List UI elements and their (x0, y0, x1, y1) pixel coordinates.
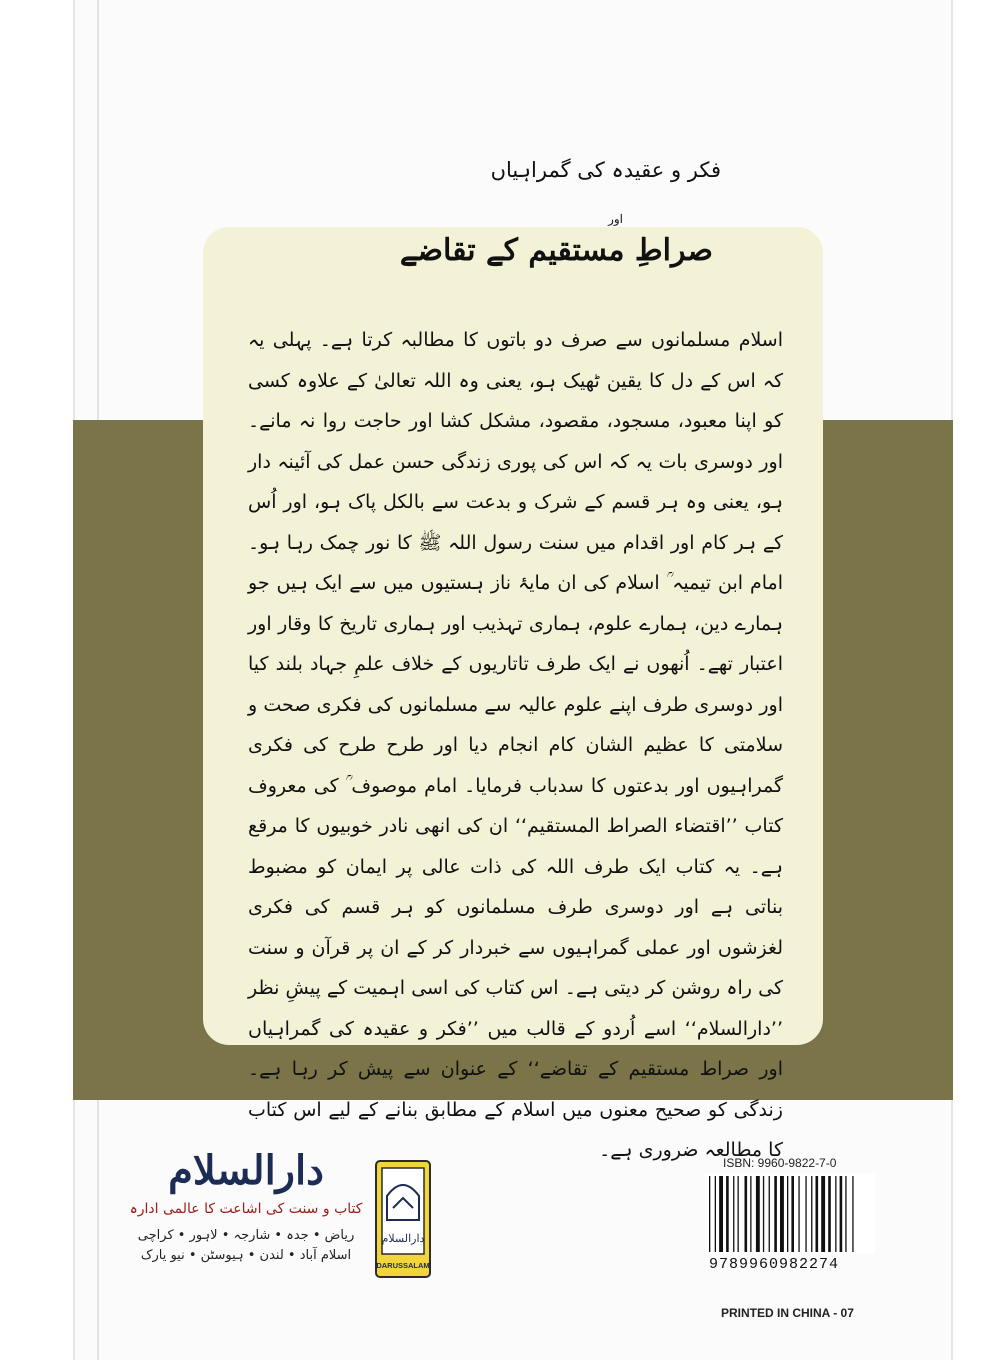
cities-line-1: ریاض • جدہ • شارجہ • لاہور • کراچی (137, 1228, 355, 1243)
barcode-bar (821, 1176, 825, 1252)
barcode-bar (845, 1176, 846, 1252)
book-back-cover (73, 0, 953, 1360)
barcode-bar (719, 1176, 723, 1252)
barcode-bar (780, 1176, 784, 1252)
barcode-bar (763, 1176, 764, 1252)
title-line-2: صراطِ مستقیم کے تقاضے (399, 233, 713, 268)
publisher-name: دارالسلام (168, 1147, 324, 1194)
barcode-bar (798, 1176, 799, 1252)
cities-line-2: اسلام آباد • لندن • ہیوسٹن • نیو یارک (140, 1248, 352, 1263)
barcode-bar (805, 1176, 806, 1252)
barcode-bar (791, 1176, 794, 1252)
publisher-cities (121, 1226, 371, 1266)
publisher-tagline: کتاب و سنت کی اشاعت کا عالمی ادارہ (129, 1201, 363, 1217)
barcode-number: 9789960982274 (709, 1256, 840, 1273)
blurb-paragraph: اسلام مسلمانوں سے صرف دو باتوں کا مطالبہ کرتا ہے۔ پہلی یہ کہ اس کے دل کا یقین ٹھیک ہو، یعنی وہ اللہ تعالیٰ کے علاوہ کسی کو اپنا معبود، مسجود، مقصود، مشکل کشا اور حاجت روا نہ مانے۔ اور دوسری بات یہ کہ اس کی پوری زندگی حسن عمل کی آئینہ دار ہو، یعنی وہ ہر قسم کے شرک و بدعت سے بالکل پاک ہو، اور اُس کے ہر کام اور اقدام میں سنت رسول اللہ ﷺ کا نور چمک رہا ہو۔ امام ابن تیمیہ ؒ اسلام کی ان مایۂ ناز ہستیوں میں سے ایک ہیں جو ہمارے دین، ہمارے علوم، ہماری تہذیب اور ہماری تاریخ کا وقار اور اعتبار تھے۔ اُنھوں نے ایک طرف تاتاریوں کے خلاف علمِ جہاد بلند کیا اور دوسری طرف اپنے علوم عالیہ سے مسلمانوں کی فکری صحت و سلامتی کا عظیم الشان کام انجام دیا اور طرح طرح کی فکری گمراہیوں اور بدعتوں کا سدباب فرمایا۔ امام موصوف ؒ کی معروف کتاب ’’اقتضاء الصراط المستقیم‘‘ ان کی انھی نادر خوبیوں کا مرقع ہے۔ یہ کتاب ایک طرف اللہ کی ذات عالی پر ایمان کو مضبوط بناتی ہے اور دوسری طرف مسلمانوں کو ہر قسم کی فکری لغزشوں اور عملی گمراہیوں سے خبردار کر کے ان پر قرآن و سنت کی راہ روشن کر دیتی ہے۔ اس کتاب کی اسی اہمیت کے پیشِ نظر ’’دارالسلام‘‘ اسے اُردو کے قالب میں ’’فکر و عقیدہ کی گمراہیاں اور صراط مستقیم کے تقاضے‘‘ کے عنوان سے پیش کر رہا ہے۔ زندگی کو صحیح معنوں میں اسلام کے مطابق بنانے کے لیے اس کتاب کا مطالعہ ضروری ہے۔ (248, 329, 783, 1161)
barcode-bar (835, 1176, 836, 1252)
barcode-bar (840, 1176, 843, 1252)
barcode-bar (715, 1176, 716, 1252)
badge-text: DARUSSALAM (376, 1261, 430, 1270)
barcode-bar (726, 1176, 729, 1252)
barcode-bar (852, 1176, 853, 1252)
badge-urdu-text: دارالسلام (381, 1232, 425, 1245)
barcode-bar (769, 1176, 770, 1252)
barcode-icon (705, 1174, 875, 1254)
barcode-bar (756, 1176, 760, 1252)
darussalam-badge-icon (375, 1160, 431, 1278)
barcode-bar (787, 1176, 788, 1252)
isbn-label: ISBN: 9960-9822-7-0 (723, 1156, 837, 1170)
barcode-bar (738, 1176, 739, 1252)
title-connector: اور (608, 212, 623, 226)
barcode-bar (709, 1176, 710, 1252)
barcode-bar (828, 1176, 831, 1252)
barcode-bar (750, 1176, 751, 1252)
publisher-logo (121, 1145, 371, 1266)
barcode-bar (811, 1176, 812, 1252)
title-line-1: فکر و عقیدہ کی گمراہیاں (490, 158, 721, 182)
barcode-bar (733, 1176, 734, 1252)
barcode-bar (774, 1176, 777, 1252)
barcode-bar (745, 1176, 748, 1252)
barcode-bar (816, 1176, 819, 1252)
printed-in: PRINTED IN CHINA - 07 (721, 1306, 854, 1320)
blurb-text (248, 320, 783, 1171)
